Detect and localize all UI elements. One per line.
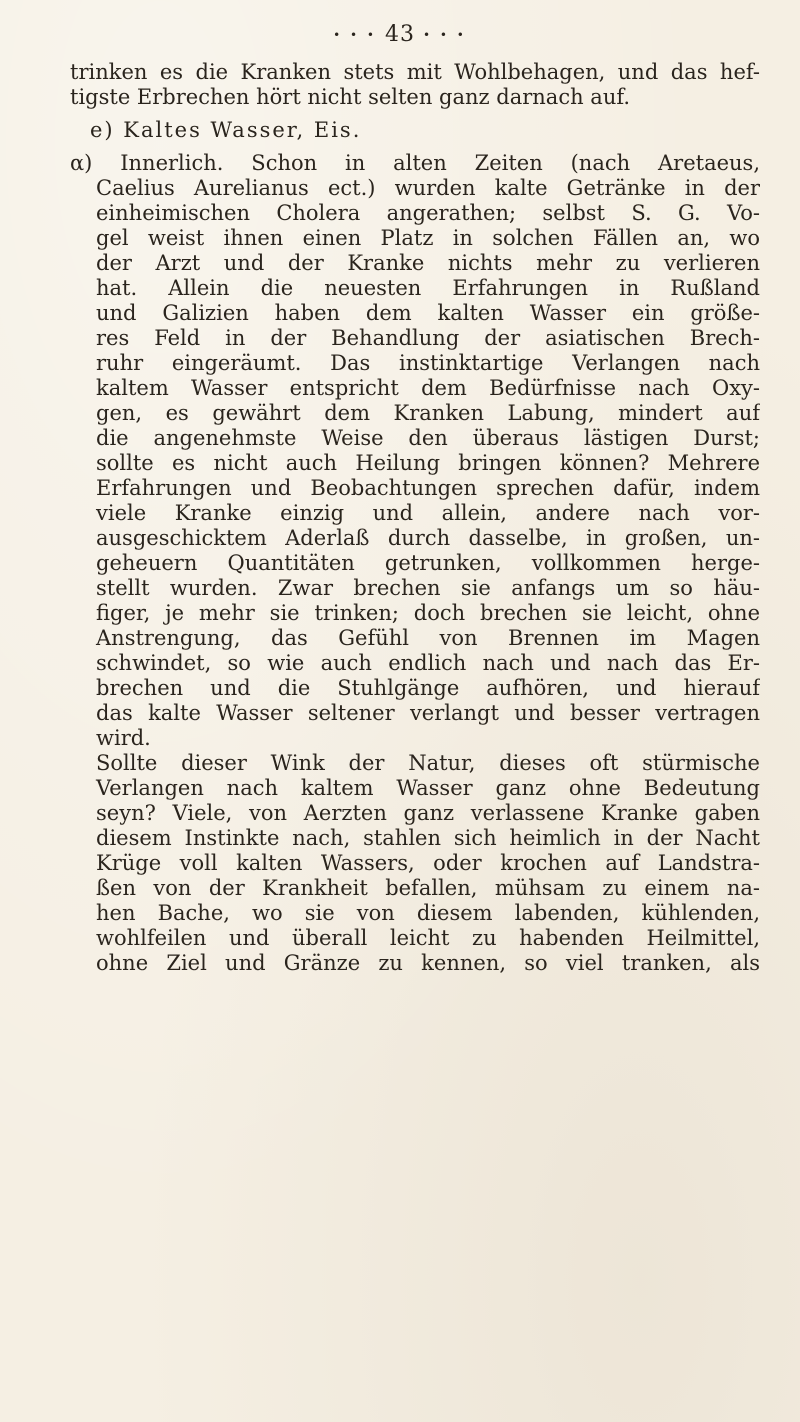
text-line: diesem Instinkte nach, stahlen sich heimlich in der Nacht	[96, 826, 760, 850]
header-ornament-left: • • •	[333, 28, 377, 42]
text-line: geheuern Quantitäten getrunken, vollkommen herge-	[96, 551, 760, 575]
text-line: tigste Erbrechen hört nicht selten ganz darnach auf.	[70, 85, 631, 109]
text-line: figer, je mehr sie trinken; doch brechen sie leicht, ohne	[96, 601, 760, 625]
text-line: hen Bache, wo sie von diesem labenden, kühlenden,	[96, 901, 760, 925]
page-number: 43	[385, 22, 415, 47]
text-line: ausgeschicktem Aderlaß durch dasselbe, in großen, un-	[96, 526, 760, 550]
text-line: hat. Allein die neuesten Erfahrungen in Rußland	[96, 276, 760, 300]
text-line: Erfahrungen und Beobachtungen sprechen dafür, indem	[96, 476, 760, 500]
text-line: sollte es nicht auch Heilung bringen können? Mehrere	[96, 451, 760, 475]
text-line: das kalte Wasser seltener verlangt und besser vertragen	[96, 701, 760, 725]
text-line: und Galizien haben dem kalten Wasser ein größe-	[96, 301, 760, 325]
text-line: stellt wurden. Zwar brechen sie anfangs um so häu-	[96, 576, 760, 600]
page-header	[0, 22, 800, 47]
text-line: seyn? Viele, von Aerzten ganz verlassene Kranke gaben	[96, 801, 760, 825]
section-heading: e) Kaltes Wasser, Eis.	[90, 118, 362, 142]
text-line: kaltem Wasser entspricht dem Bedürfnisse nach Oxy-	[96, 376, 760, 400]
text-line: ruhr eingeräumt. Das instinktartige Verlangen nach	[96, 351, 760, 375]
text-line: brechen und die Stuhlgänge aufhören, und hierauf	[96, 676, 760, 700]
text-line: ohne Ziel und Gränze zu kennen, so viel tranken, als	[96, 951, 760, 975]
text-line: einheimischen Cholera angerathen; selbst S. G. Vo-	[96, 201, 760, 225]
text-line: Verlangen nach kaltem Wasser ganz ohne Bedeutung	[96, 776, 760, 800]
text-line: die angenehmste Weise den überaus lästigen Durst;	[96, 426, 760, 450]
text-line: res Feld in der Behandlung der asiatischen Brech-	[96, 326, 760, 350]
text-line: trinken es die Kranken stets mit Wohlbehagen, und das hef-	[70, 60, 760, 84]
text-line: schwindet, so wie auch endlich nach und nach das Er-	[96, 651, 760, 675]
text-line: Caelius Aurelianus ect.) wurden kalte Getränke in der	[96, 176, 760, 200]
body-text	[70, 60, 760, 976]
text-line: α) Innerlich. Schon in alten Zeiten (nach Aretaeus,	[70, 151, 760, 175]
text-line: Sollte dieser Wink der Natur, dieses oft stürmische	[96, 751, 760, 775]
text-line: gel weist ihnen einen Platz in solchen Fällen an, wo	[96, 226, 760, 250]
text-line: wohlfeilen und überall leicht zu habenden Heilmittel,	[96, 926, 760, 950]
text-line: Anstrengung, das Gefühl von Brennen im Magen	[96, 626, 760, 650]
text-line: Krüge voll kalten Wassers, oder krochen auf Landstra-	[96, 851, 760, 875]
text-line: ßen von der Krankheit befallen, mühsam zu einem na-	[96, 876, 760, 900]
header-ornament-right: • • •	[423, 28, 467, 42]
text-line: viele Kranke einzig und allein, andere nach vor-	[96, 501, 760, 525]
text-line: gen, es gewährt dem Kranken Labung, mindert auf	[96, 401, 760, 425]
text-line: wird.	[96, 726, 151, 750]
text-line: der Arzt und der Kranke nichts mehr zu verlieren	[96, 251, 760, 275]
